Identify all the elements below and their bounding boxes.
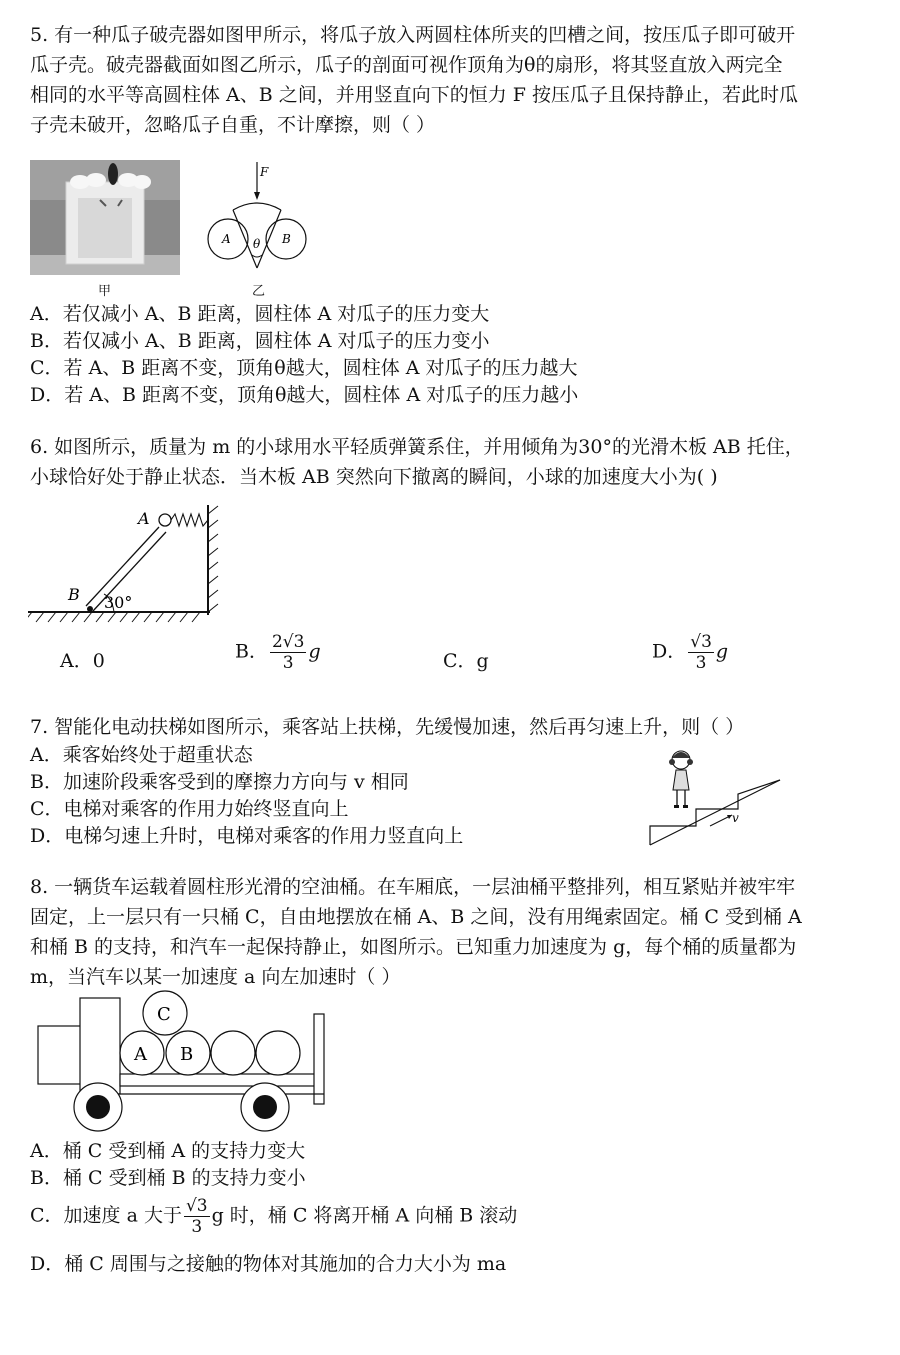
q7-line-1: 7. 智能化电动扶梯如图所示，乘客站上扶梯，先缓慢加速，然后再匀速上升，则（ ） xyxy=(30,716,745,738)
q5-line-3: 相同的水平等高圆柱体 A、B 之间，并用竖直向下的恒力 F 按压瓜子且保持静止，若此时瓜 xyxy=(30,84,799,106)
q6-label-b: B xyxy=(68,585,80,604)
q5-line-1: 5. 有一种瓜子破壳器如图甲所示，将瓜子放入两圆柱体所夹的凹槽之间，按压瓜子即可破开 xyxy=(30,24,796,46)
question-7-stem xyxy=(30,712,875,742)
q8-option-c[interactable] xyxy=(30,1196,517,1237)
q5-label-b: B xyxy=(282,232,291,246)
q8-line-2: 固定，上一层只有一只桶 C，自由地摆放在桶 A、B 之间，没有用绳索固定。桶 C 受到桶 A xyxy=(30,906,802,928)
q6-label-a: A xyxy=(138,509,150,528)
q8-option-c-num: √3 xyxy=(185,1196,208,1216)
q6-figure xyxy=(28,500,228,635)
q8-option-c-suffix: g 时，桶 C 将离开桶 A 向桶 B 滚动 xyxy=(211,1204,518,1227)
question-5-stem xyxy=(30,20,875,140)
q5-caption-jia: 甲 xyxy=(98,284,112,299)
q6-option-d-fraction xyxy=(688,632,714,673)
q5-option-d[interactable]: D．若 A、B 距离不变，顶角θ越大，圆柱体 A 对瓜子的压力越小 xyxy=(30,384,579,406)
q7-option-a[interactable]: A．乘客始终处于超重状态 xyxy=(30,744,253,766)
q6-option-d-den: 3 xyxy=(695,653,707,673)
question-8-stem xyxy=(30,872,875,992)
q6-option-b-prefix: B． xyxy=(235,640,268,663)
q8-line-4: m，当汽车以某一加速度 a 向左加速时（ ） xyxy=(30,966,401,988)
q5-option-c[interactable]: C．若 A、B 距离不变，顶角θ越大，圆柱体 A 对瓜子的压力越大 xyxy=(30,357,578,379)
q5-figure-section xyxy=(200,160,315,280)
q6-option-d-num: √3 xyxy=(690,632,712,652)
q6-line-1: 6. 如图所示，质量为 m 的小球用水平轻质弹簧系住，并用倾角为30°的光滑木板 AB 托住， xyxy=(30,436,804,458)
q8-option-c-prefix: C．加速度 a 大于 xyxy=(30,1204,182,1227)
q6-option-d[interactable] xyxy=(652,632,728,673)
q8-label-b: B xyxy=(180,1044,194,1065)
q6-option-c[interactable]: C．g xyxy=(443,650,489,672)
q6-option-d-g: g xyxy=(715,640,729,663)
q5-figure-photo xyxy=(30,160,180,275)
q5-label-f: F xyxy=(260,165,269,179)
q6-option-b-den: 3 xyxy=(282,653,294,673)
q8-option-d[interactable]: D．桶 C 周围与之接触的物体对其施加的合力大小为 ma xyxy=(30,1253,507,1275)
q5-caption-yi: 乙 xyxy=(252,284,266,299)
q6-option-b-num: 2√3 xyxy=(271,632,305,652)
q8-label-a: A xyxy=(134,1044,147,1065)
q7-option-c[interactable]: C．电梯对乘客的作用力始终竖直向上 xyxy=(30,798,349,820)
q6-option-b-g: g xyxy=(308,640,321,663)
q6-option-a[interactable]: A．0 xyxy=(60,650,105,672)
q6-option-b[interactable] xyxy=(235,632,321,673)
q8-option-a[interactable]: A．桶 C 受到桶 A 的支持力变大 xyxy=(30,1140,306,1162)
q5-option-b[interactable]: B．若仅减小 A、B 距离，圆柱体 A 对瓜子的压力变小 xyxy=(30,330,490,352)
q8-option-c-fraction xyxy=(184,1196,210,1237)
q8-label-c: C xyxy=(157,1004,171,1025)
q7-option-d[interactable]: D．电梯匀速上升时，电梯对乘客的作用力竖直向上 xyxy=(30,825,464,847)
q6-label-angle: 30° xyxy=(104,593,133,612)
q5-label-a: A xyxy=(222,232,231,246)
q6-option-d-prefix: D． xyxy=(652,640,687,663)
q5-label-theta: θ xyxy=(253,237,261,251)
q8-line-3: 和桶 B 的支持，和汽车一起保持静止，如图所示。已知重力加速度为 g，每个桶的质量都为 xyxy=(30,936,797,958)
q6-line-2: 小球恰好处于静止状态．当木板 AB 突然向下撤离的瞬间，小球的加速度大小为( ) xyxy=(30,466,718,488)
question-6-stem xyxy=(30,432,875,492)
q7-option-b[interactable]: B．加速阶段乘客受到的摩擦力方向与 v 相同 xyxy=(30,771,409,793)
q7-figure-escalator xyxy=(648,742,788,848)
q6-option-b-fraction xyxy=(270,632,306,673)
q5-line-4: 子壳未破开，忽略瓜子自重，不计摩擦，则（ ） xyxy=(30,114,436,136)
q7-label-v: v xyxy=(732,811,739,825)
q5-option-a[interactable]: A．若仅减小 A、B 距离，圆柱体 A 对瓜子的压力变大 xyxy=(30,303,490,325)
q5-line-2: 瓜子壳。破壳器截面如图乙所示，瓜子的剖面可视作顶角为θ的扇形，将其竖直放入两完全 xyxy=(30,54,783,76)
q8-figure-truck xyxy=(30,990,330,1135)
q8-option-c-den: 3 xyxy=(191,1217,203,1237)
q8-line-1: 8. 一辆货车运载着圆柱形光滑的空油桶。在车厢底，一层油桶平整排列，相互紧贴并被牢牢 xyxy=(30,876,796,898)
q8-option-b[interactable]: B．桶 C 受到桶 B 的支持力变小 xyxy=(30,1167,306,1189)
